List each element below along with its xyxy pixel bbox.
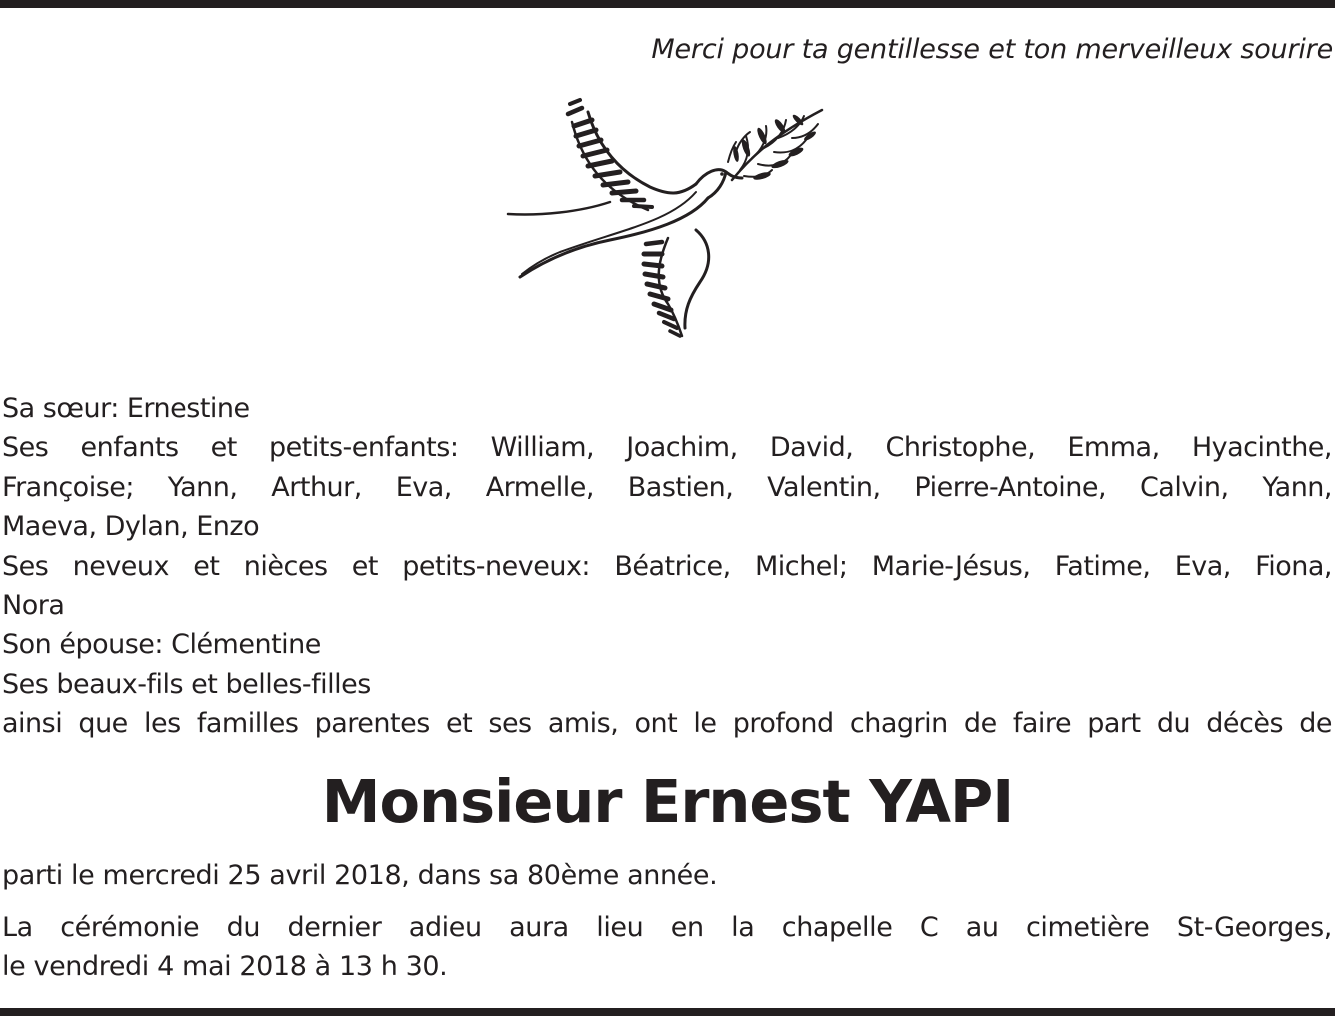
- top-border-rule: [0, 0, 1335, 8]
- wife-line: Son épouse: Clémentine: [2, 629, 321, 661]
- nephews-line-1: Ses neveux et nièces et petits-neveux: Béatrice, Michel; Marie-Jésus, Fatime, Eva, Fiona,: [2, 550, 1332, 582]
- children-line-1: Ses enfants et petits-enfants: William, Joachim, David, Christophe, Emma, Hyacinthe,: [2, 432, 1332, 464]
- bottom-border-rule: [0, 1008, 1335, 1016]
- sister-line: Sa sœur: Ernestine: [2, 393, 250, 424]
- family-members-list: [2, 389, 1332, 744]
- dove-with-olive-branch-icon: [500, 92, 840, 348]
- departure-date-line: parti le mercredi 25 avril 2018, dans sa 80ème année.: [2, 860, 718, 891]
- epigraph: Merci pour ta gentillesse et ton merveilleux sourire: [651, 34, 1333, 65]
- ceremony-line-1: La cérémonie du dernier adieu aura lieu en la chapelle C au cimetière St-Georges,: [2, 912, 1332, 943]
- in-laws-line: Ses beaux-fils et belles-filles: [2, 668, 371, 700]
- announcement-line: ainsi que les familles parentes et ses amis, ont le profond chagrin de faire part du décès de: [2, 708, 1332, 740]
- deceased-name: Monsieur Ernest YAPI: [321, 767, 1014, 836]
- ceremony-line-2: le vendredi 4 mai 2018 à 13 h 30.: [2, 951, 448, 982]
- nephews-line-2: Nora: [2, 590, 65, 622]
- children-line-2: Françoise; Yann, Arthur, Eva, Armelle, Bastien, Valentin, Pierre-Antoine, Calvin, Yann,: [2, 471, 1332, 503]
- ceremony-details: [2, 908, 1332, 986]
- children-line-3: Maeva, Dylan, Enzo: [2, 511, 260, 543]
